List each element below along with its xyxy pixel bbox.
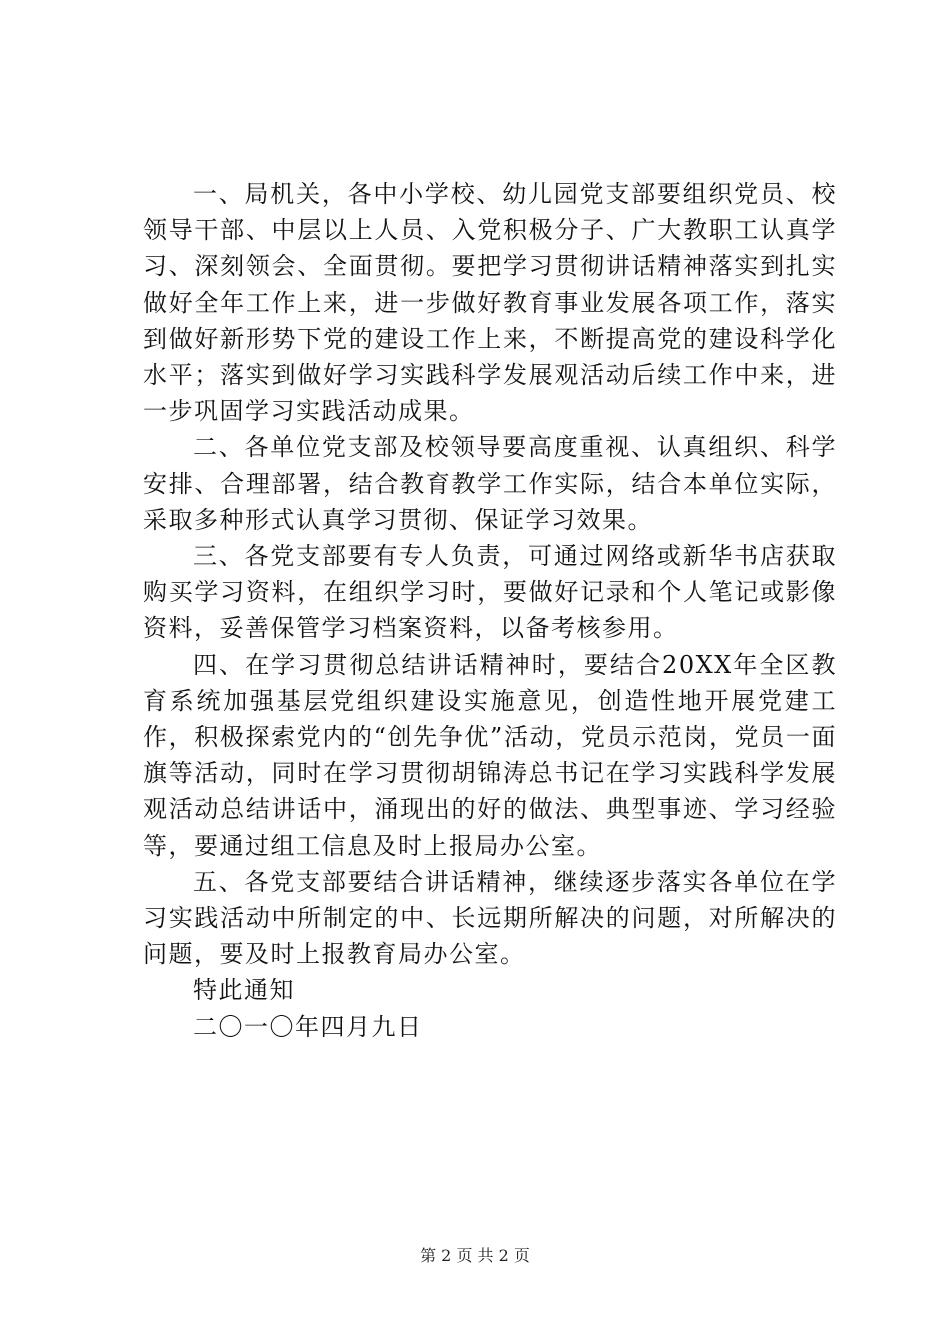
page-number-footer: 第 2 页 共 2 页 [420,1246,530,1265]
paragraph-3: 三、各党支部要有专人负责，可通过网络或新华书店获取购买学习资料，在组织学习时，要做好记录和个人笔记或影像资料，妥善保管学习档案资料，以备考核参用。 [143,542,837,643]
paragraph-4: 四、在学习贯彻总结讲话精神时，要结合20XX年全区教育系统加强基层党组织建设实施意见，创造性地开展党建工作，积极探索党内的“创先争优”活动，党员示范岗，党员一面旗等活动，同时在学习贯彻胡锦涛总书记在学习实践科学发展观活动总结讲话中，涌现出的好的做法、典型事迹、学习经验等，要通过组工信息及时上报局办公室。 [143,650,837,860]
document-date: 二〇一〇年四月九日 [193,1012,423,1041]
paragraph-1: 一、局机关，各中小学校、幼儿园党支部要组织党员、校领导干部、中层以上人员、入党积极分子、广大教职工认真学习、深刻领会、全面贯彻。要把学习贯彻讲话精神落实到扎实做好全年工作上来，进一步做好教育事业发展各项工作，落实到做好新形势下党的建设工作上来，不断提高党的建设科学化水平；落实到做好学习实践科学发展观活动后续工作中来，进一步巩固学习实践活动成果。 [143,180,837,426]
closing-remark: 特此通知 [193,976,295,1005]
paragraph-2: 二、各单位党支部及校领导要高度重视、认真组织、科学安排、合理部署，结合教育教学工作实际，结合本单位实际，采取多种形式认真学习贯彻、保证学习效果。 [143,433,837,534]
document-body [143,176,837,1045]
paragraph-5: 五、各党支部要结合讲话精神，继续逐步落实各单位在学习实践活动中所制定的中、长远期所解决的问题，对所解决的问题，要及时上报教育局办公室。 [143,867,837,969]
